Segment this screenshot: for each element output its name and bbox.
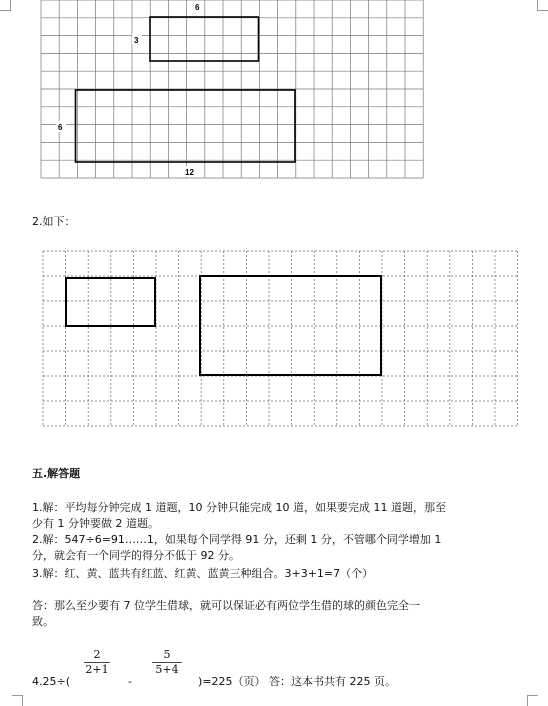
- fraction-two-over-three: [82, 648, 112, 677]
- large-rectangle: [76, 90, 296, 162]
- section-2-heading: 2.如下：: [32, 215, 76, 228]
- minus-sign: -: [128, 675, 132, 688]
- fraction-numerator: 2: [93, 648, 101, 661]
- answer-4-prefix: 4.25÷(: [32, 675, 71, 688]
- answer-3-line-1: 3.解：红、黄、蓝共有红蓝、红黄、蓝黄三种组合。3+3+1=7（个）: [32, 567, 374, 580]
- grid-figure-1: [30, 0, 430, 185]
- grid-figure-2: [40, 248, 522, 431]
- bottom-width-label: 12: [185, 168, 194, 177]
- answer-2-line-2: 分，就会有一个同学的得分不低于 92 分。: [32, 549, 240, 562]
- large-rectangle: [200, 276, 381, 375]
- page-corner-mark: [12, 695, 23, 706]
- page-corner-mark: [0, 0, 11, 11]
- conclusion-line-2: 致。: [32, 615, 54, 628]
- fraction-numerator: 5: [163, 648, 171, 661]
- answer-1-line-2: 少有 1 分钟要做 2 道题。: [32, 517, 159, 530]
- page-corner-mark: [527, 695, 538, 706]
- page-corner-mark: [537, 0, 548, 11]
- section-5-heading: 五.解答题: [32, 467, 81, 480]
- top-width-label: 6: [195, 3, 200, 12]
- large-height-label: 6: [58, 123, 63, 132]
- answer-2-line-1: 2.解：547÷6=91……1，如果每个同学得 91 分，还剩 1 分，不管哪个同学增加 1: [32, 533, 442, 546]
- small-rectangle: [150, 17, 259, 61]
- answer-1-line-1: 1.解：平均每分钟完成 1 道题，10 分钟只能完成 10 道，如果要完成 11 道题，那至: [32, 501, 446, 514]
- conclusion-line-1: 答：那么至少要有 7 位学生借球，就可以保证必有两位学生借的球的颜色完全一: [32, 599, 420, 612]
- fraction-denominator: 2+1: [85, 663, 109, 676]
- small-height-label: 3: [134, 36, 139, 45]
- fraction-five-over-nine: [150, 648, 184, 677]
- answer-4-result: )=225（页） 答：这本书共有 225 页。: [198, 675, 396, 688]
- fraction-denominator: 5+4: [155, 663, 179, 676]
- small-rectangle: [66, 278, 155, 326]
